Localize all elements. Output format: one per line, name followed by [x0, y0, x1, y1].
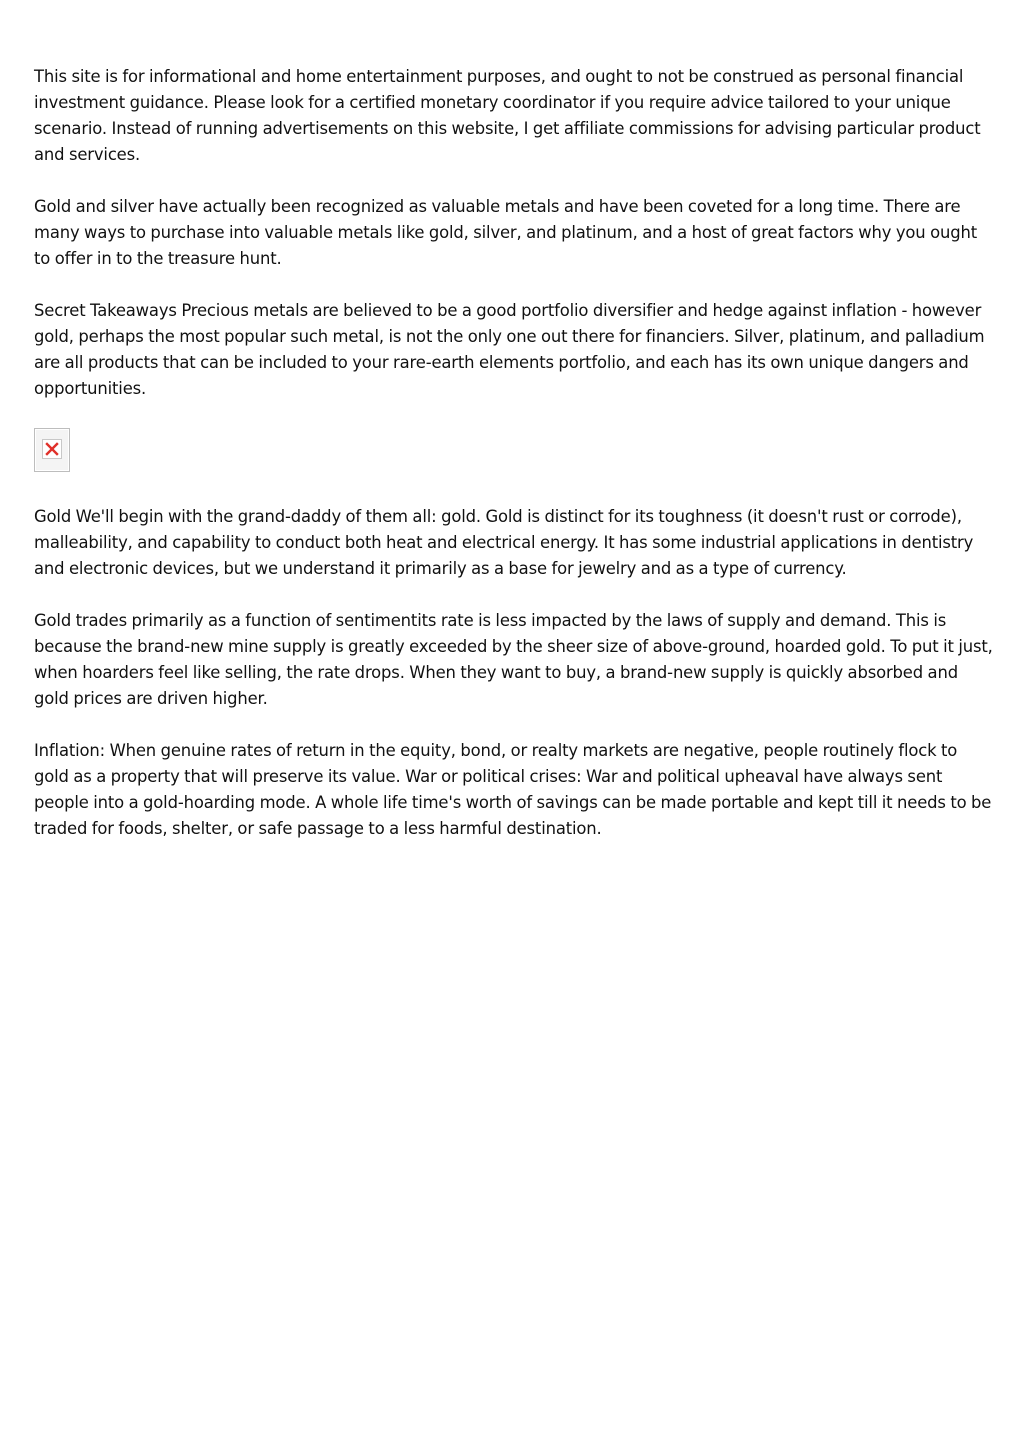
broken-image-icon — [34, 428, 70, 472]
intro-paragraph: Gold and silver have actually been recognized as valuable metals and have been coveted for a long time. There are many ways to purchase into valuable metals like gold, silver, and platinum, and a host of great factors why you ought to offer in to the treasure hunt. — [34, 197, 977, 268]
document-page — [34, 64, 994, 868]
close-x-icon — [45, 442, 59, 456]
inflation-paragraph: Inflation: When genuine rates of return in the equity, bond, or realty markets are negative, people routinely flock to gold as a property that will preserve its value. War or political crises: War and political upheaval have always sent people into a gold-hoarding mode. A whole life time's worth of savings can be made portable and kept till it needs to be traded for foods, shelter, or safe passage to a less harmful destination. — [34, 741, 992, 838]
disclaimer-paragraph: This site is for informational and home entertainment purposes, and ought to not be construed as personal financial investment guidance. Please look for a certified monetary coordinator if you require advice tailored to your unique scenario. Instead of running advertisements on this website, I get affiliate commissions for advising particular product and services. — [34, 67, 981, 164]
gold-section-paragraph: Gold We'll begin with the grand-daddy of them all: gold. Gold is distinct for its toughness (it doesn't rust or corrode), malleability, and capability to conduct both heat and electrical energy. It has some industrial applications in dentistry and electronic devices, but we understand it primarily as a base for jewelry and as a type of currency. — [34, 507, 974, 578]
gold-trading-paragraph: Gold trades primarily as a function of sentimentits rate is less impacted by the laws of supply and demand. This is because the brand-new mine supply is greatly exceeded by the sheer size of above-ground, hoarded gold. To put it just, when hoarders feel like selling, the rate drops. When they want to buy, a brand-new supply is quickly absorbed and gold prices are driven higher. — [34, 611, 993, 708]
image-placeholder-frame — [42, 439, 62, 459]
key-takeaways-paragraph: Secret Takeaways Precious metals are believed to be a good portfolio diversifier and hedge against inflation - however gold, perhaps the most popular such metal, is not the only one out there for financiers. Silver, platinum, and palladium are all products that can be included to your rare-earth elements portfolio, and each has its own unique dangers and opportunities. — [34, 301, 985, 398]
